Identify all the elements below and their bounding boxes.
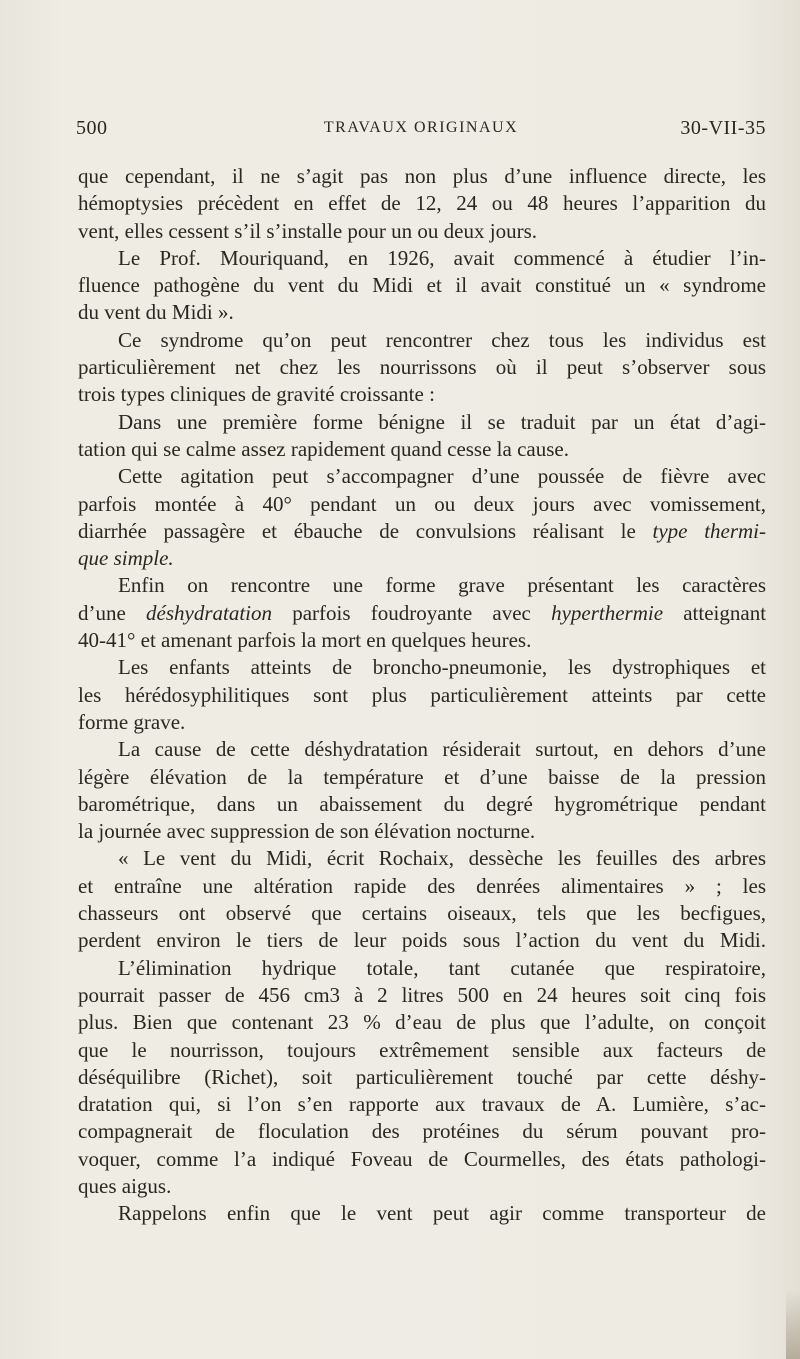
text-run: dratation qui, si l’on s’en rapporte aux travaux de A. Lumière, s’ac- [78, 1092, 766, 1117]
text-run: et entraîne une altération rapide des denrées alimentaires » ; les [78, 873, 766, 898]
text-line [78, 463, 766, 490]
text-run: parfois montée à 40° pendant un ou deux jours avec vomissement, [78, 491, 766, 516]
text-run: perdent environ le tiers de leur poids sous l’action du vent du Midi. [78, 928, 766, 953]
text-line [78, 572, 766, 599]
text-line [78, 381, 766, 408]
text-run: plus. Bien que contenant 23 % d’eau de plus que l’adulte, on conçoit [78, 1010, 766, 1035]
text-line [78, 982, 766, 1009]
text-run: « Le vent du Midi, écrit Rochaix, dessèche les feuilles des arbres [118, 846, 766, 871]
text-run: pourrait passer de 456 cm3 à 2 litres 500 en 24 heures soit cinq fois [78, 982, 766, 1007]
text-run: d’une [78, 600, 126, 625]
text-run: Enfin on rencontre une forme grave présentant les caractères [118, 573, 766, 598]
text-line [78, 1091, 766, 1118]
text-line [78, 764, 766, 791]
text-run: légère élévation de la température et d’une baisse de la pression [78, 764, 766, 789]
text-line [78, 927, 766, 954]
text-line [78, 873, 766, 900]
italic-term: déshydratation [146, 600, 273, 625]
text-run: fluence pathogène du vent du Midi et il avait constitué un « syndrome [78, 273, 766, 298]
running-head [76, 113, 766, 143]
italic-term: que simple. [78, 546, 174, 571]
text-run: que cependant, il ne s’agit pas non plus d’une influence directe, les [78, 164, 766, 188]
text-line [78, 1064, 766, 1091]
text-line [78, 736, 766, 763]
text-line [78, 1173, 766, 1200]
page-edge-stain [786, 1289, 800, 1359]
text-line [78, 518, 766, 545]
text-line [78, 627, 766, 654]
text-line [78, 900, 766, 927]
running-head-date: 30-VII-35 [680, 117, 766, 139]
text-run: L’élimination hydrique totale, tant cutanée que respiratoire, [118, 955, 766, 980]
text-run: ques aigus. [78, 1173, 172, 1198]
text-run: voquer, comme l’a indiqué Foveau de Courmelles, des états pathologi- [78, 1146, 766, 1171]
body-text [78, 163, 766, 1228]
text-run: vent, elles cessent s’il s’installe pour un ou deux jours. [78, 218, 537, 243]
text-line [78, 436, 766, 463]
text-line [78, 600, 766, 627]
text-run: diarrhée passagère et ébauche de convulsions réalisant le [78, 518, 636, 543]
text-run: Rappelons enfin que le vent peut agir comme transporteur de [118, 1201, 766, 1226]
text-run: particulièrement net chez les nourrissons où il peut s’observer sous [78, 355, 766, 380]
text-line [78, 818, 766, 845]
text-run: que le nourrisson, toujours extrêmement sensible aux facteurs de [78, 1037, 766, 1062]
text-run: les hérédosyphilitiques sont plus particulièrement atteints par cette [78, 682, 766, 707]
text-line [78, 327, 766, 354]
running-head-title: TRAVAUX ORIGINAUX [323, 119, 519, 136]
text-run: la journée avec suppression de son élévation nocturne. [78, 819, 536, 844]
text-line [78, 218, 766, 245]
text-line [78, 845, 766, 872]
text-run: atteignant [683, 600, 766, 625]
text-line [78, 354, 766, 381]
text-line [78, 1009, 766, 1036]
text-line [78, 1118, 766, 1145]
text-line [78, 272, 766, 299]
text-line [78, 654, 766, 681]
text-run: Le Prof. Mouriquand, en 1926, avait commencé à étudier l’in- [118, 245, 766, 270]
text-run: hémoptysies précèdent en effet de 12, 24 ou 48 heures l’apparition du [78, 191, 766, 216]
text-run: 40-41° et amenant parfois la mort en quelques heures. [78, 628, 532, 653]
text-line [78, 1200, 766, 1227]
text-run: Dans une première forme bénigne il se traduit par un état d’agi- [118, 409, 766, 434]
text-run: forme grave. [78, 709, 186, 734]
text-line [78, 245, 766, 272]
text-run: trois types cliniques de gravité croissante : [78, 382, 435, 407]
text-line [78, 955, 766, 982]
text-line [78, 682, 766, 709]
text-run: déséquilibre (Richet), soit particulièrement touché par cette déshy- [78, 1064, 766, 1089]
text-line [78, 409, 766, 436]
text-run: Ce syndrome qu’on peut rencontrer chez tous les individus est [118, 327, 766, 352]
italic-term: hyperthermie [551, 600, 664, 625]
text-line [78, 709, 766, 736]
text-run: La cause de cette déshydratation résiderait surtout, en dehors d’une [118, 737, 766, 762]
text-run: barométrique, dans un abaissement du degré hygrométrique pendant [78, 791, 766, 816]
text-run: Les enfants atteints de broncho-pneumonie, les dystrophiques et [118, 655, 766, 680]
text-line [78, 1146, 766, 1173]
text-line [78, 1037, 766, 1064]
text-line [78, 190, 766, 217]
italic-term: type thermi- [652, 518, 766, 543]
text-line [78, 791, 766, 818]
page-number: 500 [76, 117, 108, 139]
text-line [78, 163, 766, 190]
text-line [78, 299, 766, 326]
text-run: compagnerait de floculation des protéines du sérum pouvant pro- [78, 1119, 766, 1144]
text-run: chasseurs ont observé que certains oiseaux, tels que les becfigues, [78, 901, 766, 926]
text-run: Cette agitation peut s’accompagner d’une poussée de fièvre avec [118, 464, 766, 489]
text-run: parfois foudroyante avec [292, 600, 531, 625]
text-line [78, 491, 766, 518]
text-line [78, 545, 766, 572]
text-run: du vent du Midi ». [78, 300, 234, 325]
text-run: tation qui se calme assez rapidement quand cesse la cause. [78, 436, 569, 461]
